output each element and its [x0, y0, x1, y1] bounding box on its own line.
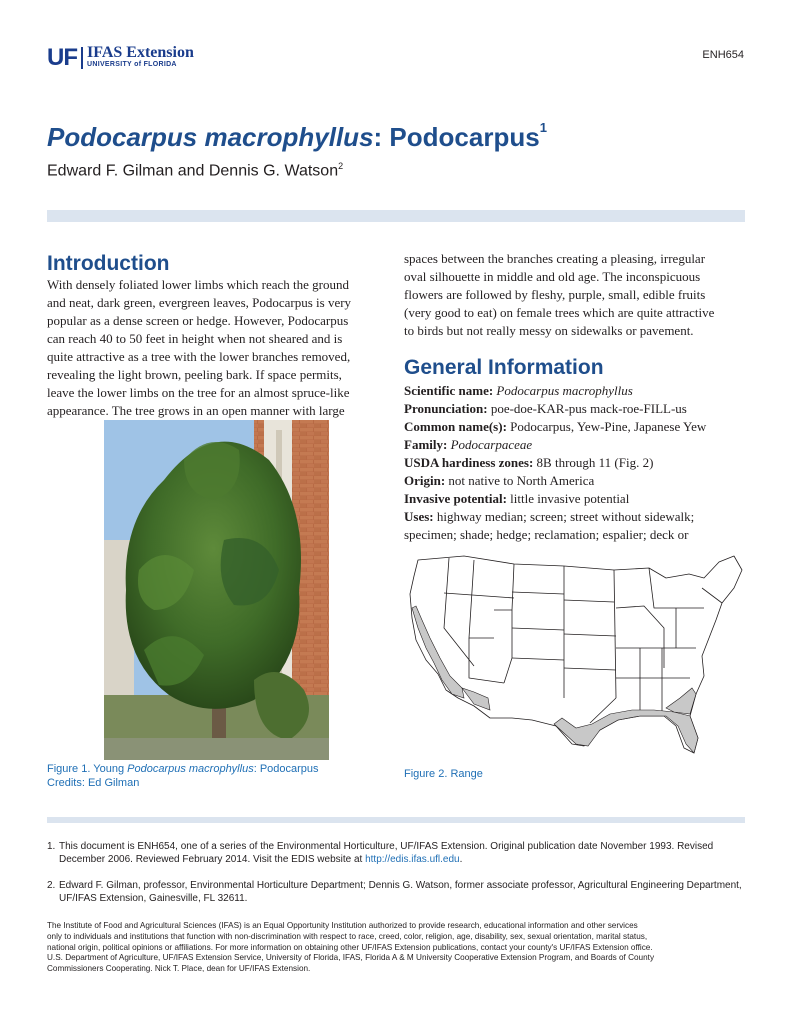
info-item [404, 436, 749, 454]
info-value: Podocarpus macrophyllus [493, 383, 633, 398]
figure-1-rest: : Podocarpus [253, 763, 319, 775]
info-label: Origin: [404, 473, 446, 488]
footnote-number: 1. [47, 841, 56, 852]
info-label: Scientific name: [404, 383, 494, 398]
logo-ifas-text: IFAS Extension [87, 44, 194, 61]
info-label: USDA hardiness zones: [404, 455, 534, 470]
info-value: poe-doe-KAR-pus mack-roe-FILL-us [487, 401, 687, 416]
logo-divider [81, 47, 83, 69]
info-label: Invasive potential: [404, 491, 507, 506]
footnote-2 [47, 879, 747, 905]
authors-footnote-ref[interactable]: 2 [338, 161, 344, 171]
footnote-text: This document is ENH654, one of a series of the Environmental Horticulture, UF/IFAS Extension. Original publication date November 1993. Revised December 2006. Reviewed February 2014. Visit the EDIS website at [59, 841, 714, 865]
ifas-extension-logo [47, 44, 217, 72]
page-title [47, 122, 547, 153]
info-item [404, 490, 749, 508]
disclaimer [47, 921, 747, 975]
info-item [404, 472, 749, 490]
footnote-text: Edward F. Gilman, professor, Environmental Horticulture Department; Dennis G. Watson, former associate professor, Agricultural Engineering Department, UF/IFAS Extension, Gainesville, FL 32611. [59, 880, 742, 904]
intro-line: flowers are followed by fleshy, purple, small, edible fruits [404, 287, 706, 302]
logo-uf-text: UF [47, 44, 77, 71]
general-information-list [404, 382, 749, 544]
figure-1-title [47, 762, 347, 776]
title-species: Podocarpus macrophyllus [47, 122, 374, 152]
document-id: ENH654 [702, 49, 744, 61]
figure-1-caption [47, 762, 347, 790]
footnotes [47, 840, 747, 918]
general-information-heading: General Information [404, 356, 604, 379]
title-footnote-ref[interactable]: 1 [539, 120, 547, 135]
title-common-name: Podocarpus [382, 122, 540, 152]
intro-line: spaces between the branches creating a pleasing, irregular [404, 251, 706, 266]
info-value: highway median; screen; street without sidewalk; [433, 509, 695, 524]
info-item [404, 400, 749, 418]
edis-link[interactable]: http://edis.ifas.ufl.edu [365, 854, 460, 865]
info-value: little invasive potential [506, 491, 630, 506]
intro-line: can reach 40 to 50 feet in height when not sheared and is [47, 331, 343, 346]
intro-line: and neat, dark green, evergreen leaves, Podocarpus is very [47, 295, 352, 310]
title-separator: : [373, 122, 383, 152]
intro-line: With densely foliated lower limbs which reach the ground [47, 277, 350, 292]
intro-line: (very good to eat) on female trees which are quite attractive [404, 305, 715, 320]
info-item [404, 454, 749, 472]
info-item [404, 382, 749, 400]
info-label: Pronunciation: [404, 401, 488, 416]
tree-photo-illustration [104, 420, 329, 760]
info-item [404, 418, 749, 436]
us-range-map-illustration [404, 548, 746, 763]
intro-line: quite attractive as a tree with the lower branches removed, [47, 349, 351, 364]
authors-text: Edward F. Gilman and Dennis G. Watson [47, 162, 339, 180]
info-value: not native to North America [445, 473, 595, 488]
disclaimer-line: The Institute of Food and Agricultural Sciences (IFAS) is an Equal Opportunity Institution authorized to provide research, educational information and other services [47, 921, 638, 930]
logo-university-text: UNIVERSITY of FLORIDA [87, 61, 177, 68]
disclaimer-line: U.S. Department of Agriculture, UF/IFAS Extension Service, University of Florida, IFAS, Florida A & M University Cooperative Extension Program, and Boards of County [47, 953, 655, 963]
info-continuation: specimen; shade; hedge; reclamation; espalier; deck or [404, 527, 689, 542]
introduction-text-left [47, 276, 377, 420]
info-value: Podocarpaceae [447, 437, 533, 452]
disclaimer-line: only to individuals and institutions that function with non-discrimination with respect to race, creed, color, religion, age, disability, sex, sexual orientation, marital status, [47, 931, 648, 941]
intro-line: appearance. The tree grows in an open manner with large [47, 403, 345, 418]
intro-line: leave the lower limbs on the tree for an almost spruce-like [47, 385, 350, 400]
info-label: Family: [404, 437, 448, 452]
footnote-end: . [459, 854, 463, 865]
intro-line: to birds but not really messy on sidewalks or pavement. [404, 323, 694, 338]
disclaimer-line: national origin, political opinions or affiliations. For more information on obtaining other UF/IFAS Extension publications, contact your county's UF/IFAS Extension office. [47, 942, 653, 952]
figure-1-species: Podocarpus macrophyllus [127, 763, 254, 775]
top-divider [47, 210, 745, 222]
intro-line: oval silhouette in middle and old age. The inconspicuous [404, 269, 701, 284]
info-value: Podocarpus, Yew-Pine, Japanese Yew [506, 419, 707, 434]
footnote-number: 2. [47, 880, 56, 891]
info-item [404, 508, 749, 526]
introduction-text-right [404, 250, 746, 340]
info-value: 8B through 11 (Fig. 2) [533, 455, 654, 470]
disclaimer-line: Commissioners Cooperating. Nick T. Place, dean for UF/IFAS Extension. [47, 964, 311, 974]
info-label: Common name(s): [404, 419, 507, 434]
footnote-divider [47, 817, 745, 823]
figure-2-caption: Figure 2. Range [404, 768, 483, 780]
tree-photo [104, 420, 329, 760]
footnote-1 [47, 840, 747, 866]
figure-1-label: Figure 1. Young [47, 763, 128, 775]
range-map [404, 548, 746, 763]
intro-line: revealing the light brown, peeling bark. If space permits, [47, 367, 342, 382]
introduction-heading: Introduction [47, 252, 170, 275]
intro-line: popular as a dense screen or hedge. However, Podocarpus [47, 313, 349, 328]
figure-1-credits: Credits: Ed Gilman [47, 777, 140, 789]
authors [47, 161, 343, 180]
info-label: Uses: [404, 509, 434, 524]
